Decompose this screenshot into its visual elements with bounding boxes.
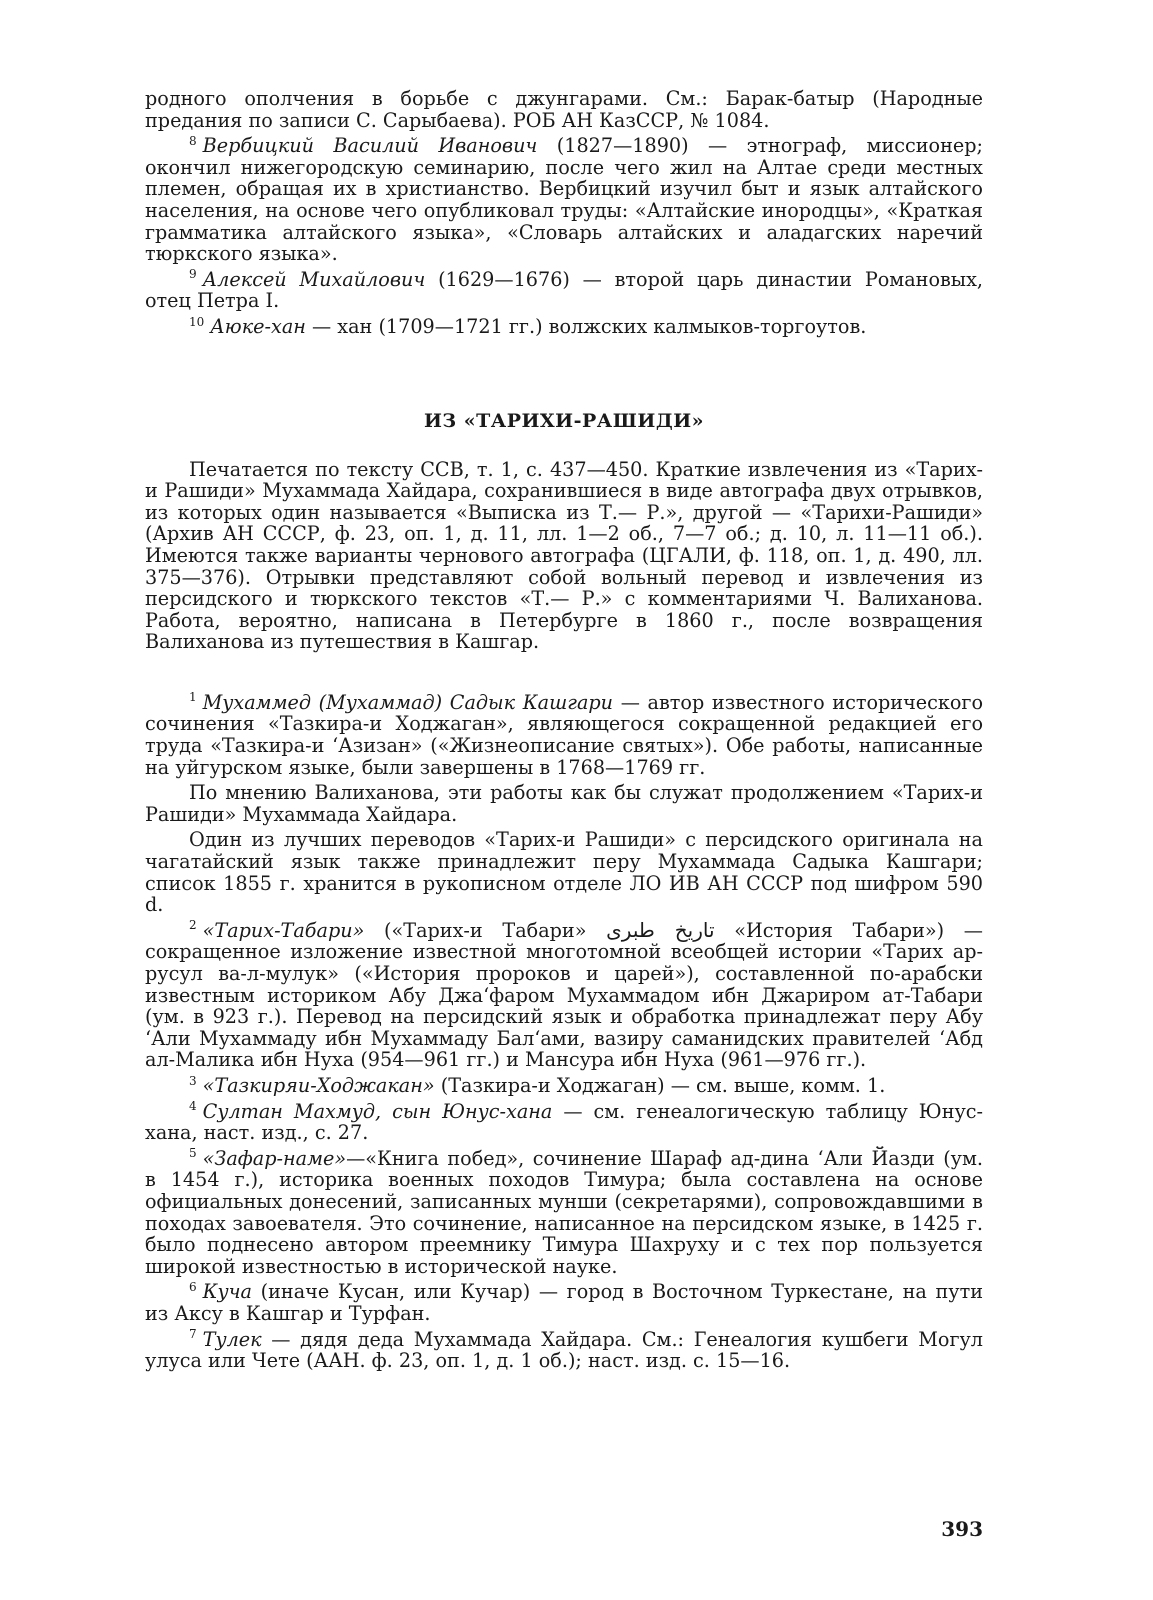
footnote-term: Алексей Михайлович (202, 267, 426, 291)
footnote-text: — хан (1709—1721 гг.) волжских калмыков-торгоутов. (305, 314, 867, 338)
footnote-number: 8 (189, 133, 197, 148)
comment-text: («Тарих-и Табари» (364, 918, 607, 942)
footnote-text: (1629—1676) — второй царь династии Романовых, отец Петра I. (145, 267, 983, 313)
comment-4 (145, 1101, 983, 1144)
comment-1 (145, 692, 983, 778)
comment-1-paragraph-2: По мнению Валиханова, эти работы как бы служат продолжением «Тарих-и Рашиди» Мухаммада Хайдара. (145, 781, 983, 826)
comment-term: Мухаммед (Мухаммад) Садык Кашгари (202, 690, 614, 714)
comment-number: 2 (189, 918, 197, 933)
section-intro: Печатается по тексту ССВ, т. 1, с. 437—450. Краткие извлечения из «Тарих-и Рашиди» Мухаммада Хайдара, сохранившиеся в виде автографа двух отрывков, из которых один называется «Выписка из Т.— Р.», другой — «Тарихи-Рашиди» (Архив АН СССР, ф. 23, оп. 1, д. 11, лл. 1—2 об., 7—7 об.; д. 10, л. 11—11 об.). Имеются также варианты чернового автографа (ЦГАЛИ, ф. 118, оп. 1, д. 490, лл. 375—376). Отрывки представляют собой вольный перевод и извлечения из персидского и тюркского текстов «Т.— Р.» с комментариями Ч. Валиханова. Работа, вероятно, написана в Петербурге в 1860 г., после возвращения Валиханова из путешествия в Кашгар. (145, 457, 983, 654)
footnote-term: Аюке-хан (210, 314, 306, 338)
comment-text: (Тазкира-и Ходжаган) — см. выше, комм. 1. (434, 1073, 886, 1097)
footnote-number: 9 (189, 267, 197, 282)
footnote-10 (145, 316, 983, 338)
section-heading: ИЗ «ТАРИХИ-РАШИДИ» (423, 409, 705, 432)
comment-text-continued: «История Табари») — сокращенное изложение известной многотомной всеобщей истории «Тарих ар-русул ва-л-мулук» («История пророков и царей»), составленной по-арабски известным историком Абу Джа‘фаром Мухаммадом ибн Джариром ат-Табари (ум. в 923 г.). Перевод на персидский язык и обработка принадлежат перу Абу ‘Али Мухаммаду ибн Мухаммаду Бал‘ами, вазиру саманидских правителей ‘Абд ал-Малика ибн Нуха (954—961 гг.) и Мансура ибн Нуха (961—976 гг.). (145, 918, 983, 1072)
comment-7 (145, 1329, 983, 1372)
comment-term: «Тазкиряи-Ходжакан» (202, 1073, 435, 1097)
comment-number: 3 (189, 1073, 197, 1088)
comment-text: — автор известного исторического сочинения «Тазкира-и Ходжаган», являющегося сокращенной редакцией его труда «Тазкира-и ‘Азизан» («Жизнеописание святых»). Обе работы, написанные на уйгурском языке, были завершены в 1768—1769 гг. (145, 690, 984, 779)
footnote-text: (1827—1890) — этнограф, миссионер; окончил нижегородскую семинарию, после чего жил на Алтае среди местных племен, обращая их в христианство. Вербицкий изучил быт и язык алтайского населения, на основе чего опубликовал труды: «Алтайские инородцы», «Краткая грамматика алтайского языка», «Словарь алтайских и аладагских наречий тюркского языка». (145, 134, 983, 266)
page-number: 393 (941, 1517, 983, 1541)
page-content (145, 88, 983, 1372)
comment-number: 4 (189, 1099, 197, 1114)
comment-number: 5 (189, 1146, 197, 1161)
comment-text: — дядя деда Мухаммада Хайдара. См.: Генеалогия кушбеги Могул улуса или Чете (ААН. ф. 23, оп. 1, д. 1 об.); наст. изд. с. 15—16. (145, 1327, 983, 1373)
comment-term: «Зафар-наме» (202, 1146, 347, 1170)
comment-2 (145, 917, 983, 1072)
comment-1-paragraph-3: Один из лучших переводов «Тарих-и Рашиди» с персидского оригинала на чагатайский язык также принадлежит перу Мухаммада Садыка Кашгари; список 1855 г. хранится в рукописном отделе ЛО ИВ АН СССР под шифром 590 d. (145, 828, 983, 917)
footnote-number: 10 (189, 314, 205, 329)
comment-term: Султан Махмуд, сын Юнус-хана (202, 1099, 553, 1123)
comment-6 (145, 1281, 983, 1324)
comment-text: (иначе Кусан, или Кучар) — город в Восточном Туркестане, на пути из Аксу в Кашгар и Турфан. (145, 1280, 983, 1325)
comment-5 (145, 1148, 983, 1278)
footnote-term: Вербицкий Василий Иванович (202, 134, 538, 158)
comment-number: 6 (189, 1279, 197, 1294)
comment-term: Куча (202, 1280, 252, 1304)
comment-text: —«Книга побед», сочинение Шараф ад-дина ‘Али Йазди (ум. в 1454 г.), историка военных походов Тимура; была составлена на основе официальных донесений, записанных мунши (секретарями), сопровождавшими в походах завоевателя. Это сочинение, написанное на персидском языке, в 1425 г. было поднесено автором преемнику Тимура Шахруху и с тех пор пользуется широкой известностью в исторической науке. (145, 1146, 983, 1278)
footnote-9 (145, 269, 983, 312)
comment-term: «Тарих-Табари» (202, 918, 365, 942)
comment-text: — см. генеалогическую таблицу Юнус-хана, наст. изд., с. 27. (145, 1099, 983, 1145)
arabic-title: تاريخ طبرى (606, 917, 715, 942)
comment-number: 1 (189, 690, 197, 705)
footnote-continuation: родного ополчения в борьбе с джунгарами. См.: Барак-батыр (Народные предания по записи С. Сарыбаева). РОБ АН КазССР, № 1084. (145, 87, 983, 132)
comment-term: Тулек (202, 1327, 262, 1351)
comment-number: 7 (189, 1327, 197, 1342)
comment-3 (145, 1075, 983, 1097)
footnote-8 (145, 135, 983, 265)
